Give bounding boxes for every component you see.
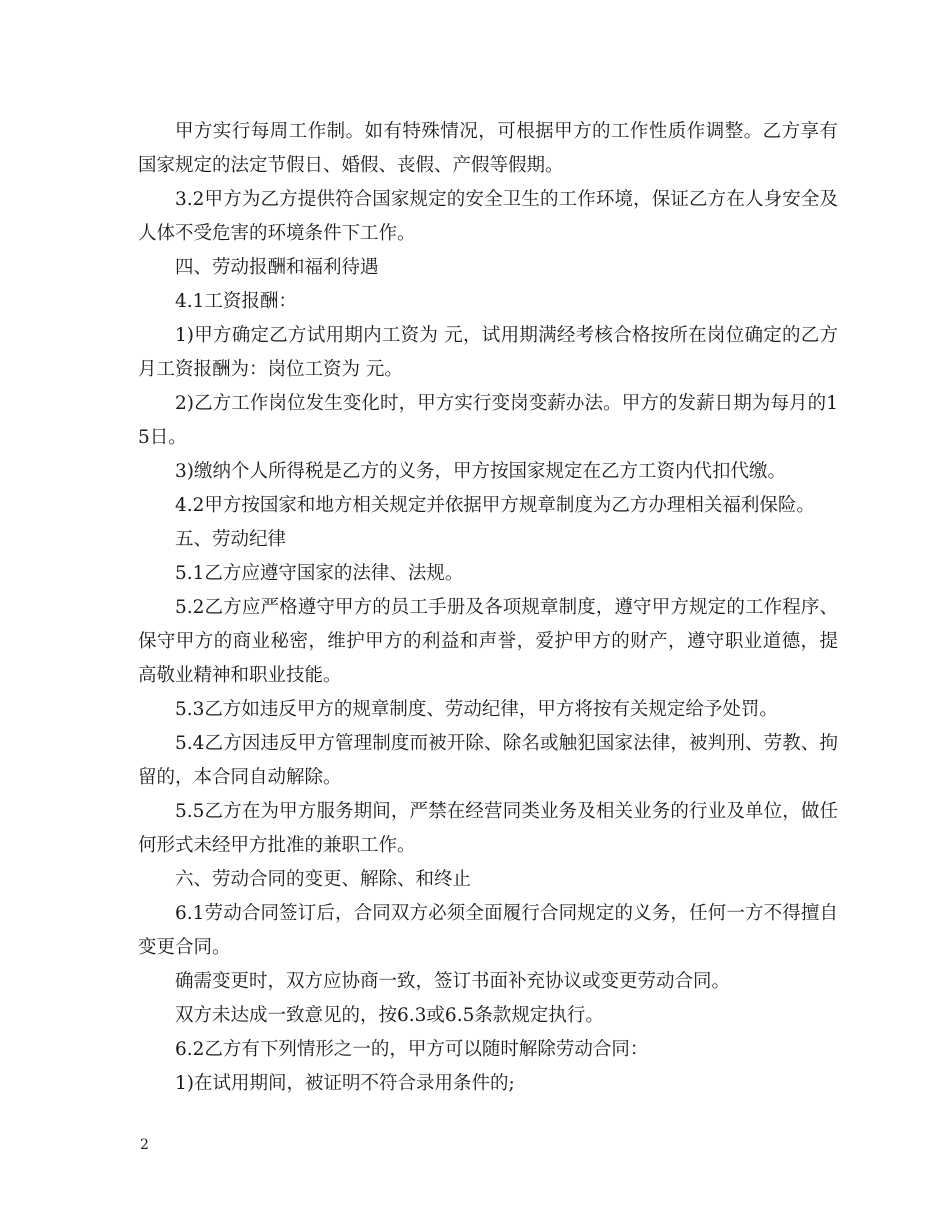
paragraph: 3)缴纳个人所得税是乙方的义务，甲方按国家规定在乙方工资内代扣代缴。 (175, 461, 786, 482)
paragraph: 双方未达成一致意见的，按6.3或6.5条款规定执行。 (175, 1005, 604, 1026)
paragraph: 5.5乙方在为甲方服务期间，严禁在经营同类业务及相关业务的行业及单位，做任何形式未经甲方批准的兼职工作。 (138, 801, 838, 856)
paragraph: 确需变更时，双方应协商一致，签订书面补充协议或变更劳动合同。 (175, 971, 731, 992)
page-number: 2 (140, 1137, 149, 1153)
paragraph: 1)甲方确定乙方试用期内工资为 元，试用期满经考核合格按所在岗位确定的乙方月工资报酬为：岗位工资为 元。 (138, 325, 838, 380)
paragraph: 6.2乙方有下列情形之一的，甲方可以随时解除劳动合同： (175, 1039, 649, 1060)
paragraph: 3.2甲方为乙方提供符合国家规定的安全卫生的工作环境，保证乙方在人身安全及人体不受危害的环境条件下工作。 (138, 189, 838, 244)
paragraph: 6.1劳动合同签订后，合同双方必须全面履行合同规定的义务，任何一方不得擅自变更合同。 (138, 903, 838, 958)
paragraph: 5.3乙方如违反甲方的规章制度、劳动纪律，甲方将按有关规定给予处罚。 (175, 699, 778, 720)
paragraph: 4.1工资报酬： (175, 291, 297, 312)
section-heading: 五、劳动纪律 (175, 529, 287, 550)
paragraph: 2)乙方工作岗位发生变化时，甲方实行变岗变薪办法。甲方的发薪日期为每月的15日。 (138, 393, 838, 448)
section-heading: 四、劳动报酬和福利待遇 (175, 257, 379, 278)
paragraph: 5.4乙方因违反甲方管理制度而被开除、除名或触犯国家法律，被判刑、劳教、拘留的，本合同自动解除。 (138, 733, 838, 788)
paragraph: 甲方实行每周工作制。如有特殊情况，可根据甲方的工作性质作调整。乙方享有国家规定的法定节假日、婚假、丧假、产假等假期。 (138, 121, 838, 176)
paragraph: 1)在试用期间，被证明不符合录用条件的; (175, 1073, 515, 1094)
paragraph: 5.1乙方应遵守国家的法律、法规。 (175, 563, 464, 584)
paragraph: 4.2甲方按国家和地方相关规定并依据甲方规章制度为乙方办理相关福利保险。 (175, 495, 815, 516)
paragraph: 5.2乙方应严格遵守甲方的员工手册及各项规章制度，遵守甲方规定的工作程序、保守甲方的商业秘密，维护甲方的利益和声誉，爱护甲方的财产，遵守职业道德，提高敬业精神和职业技能。 (138, 597, 838, 686)
section-heading: 六、劳动合同的变更、解除、和终止 (175, 869, 472, 890)
contract-body (138, 115, 838, 1101)
